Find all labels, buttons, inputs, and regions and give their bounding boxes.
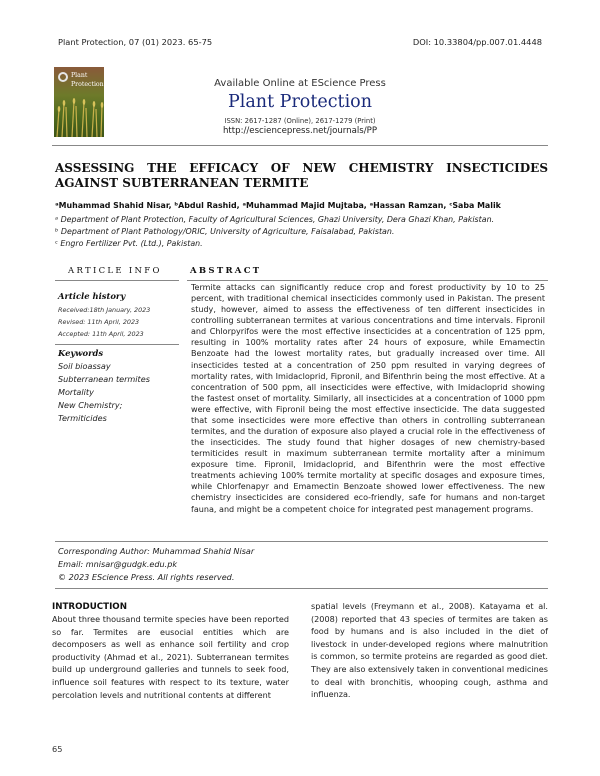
introduction-right-column: spatial levels (Freymann et al., 2008). Katayama et al. (2008) reported that 43 species of termites are taken as food by humans and is also included in the diet of livestock in under-developed regions where malnutrition is common, so termite proteins are regarded as good diet. They are also extensively taken in conventional medicines to deal with bronchitis, whooping cough, asthma and influenza. bbox=[311, 601, 548, 700]
introduction-heading: INTRODUCTION bbox=[52, 602, 127, 612]
copyright-notice: © 2023 EScience Press. All rights reserved. bbox=[58, 572, 235, 582]
article-info-divider bbox=[55, 280, 179, 281]
corresponding-author: Corresponding Author: Muhammad Shahid Nisar bbox=[58, 546, 255, 556]
abstract-bottom-divider bbox=[55, 541, 548, 542]
logo-text-line2: Protection bbox=[71, 81, 104, 88]
keyword-item: Mortality bbox=[58, 387, 94, 397]
journal-availability: Available Online at EScience Press bbox=[214, 78, 386, 89]
journal-title: Plant Protection bbox=[228, 92, 372, 112]
keyword-item: Soil bioassay bbox=[58, 361, 111, 371]
affiliation-a: ᵃ Department of Plant Protection, Faculty of Agricultural Sciences, Ghazi University, Dera Ghazi Khan, Pakistan. bbox=[55, 215, 495, 224]
correspondence-divider bbox=[55, 588, 548, 589]
keyword-item: Subterranean termites bbox=[58, 374, 150, 384]
corresponding-email[interactable]: Email: mnisar@gudgk.edu.pk bbox=[58, 559, 178, 569]
keyword-item: New Chemistry; bbox=[58, 400, 123, 410]
introduction-left-column: About three thousand termite species have been reported so far. Termites are eusocial entities which are decomposers as well as enhance soil fertility and crop productivity (Ahmad et al., 2021). Subterranean termites build up underground galleries and tunnels to seek food, influence soil features with respect to its texture, water percolation levels and nutritional contents at different bbox=[52, 614, 289, 700]
received-date: Received:18th January, 2023 bbox=[58, 306, 151, 314]
abstract-body: Termite attacks can significantly reduce crop and forest productivity by 10 to 25 percent, with traditional chemical insecticides commonly used in Pakistan. The present study, however, aimed to assess the effectiveness of ten different insecticides in controlling subterranean termites at various concentrations and time intervals. Fipronil and Chlorpyrifos were the most effective insecticides at a concentration of 125 ppm, resulting in 100% mortality rates after 24 hours of exposure, while Emamectin Benzoate had the lowest mortality rates, but gradually increased over time. All insecticides tested at a concentration of 250 ppm resulted in varying degrees of mortality rates, with Imidacloprid, Fipronil, and Bifenthrin being the most effective. At a concentration of 500 ppm, all insecticides were effective, with Imidacloprid showing the fastest onset of mortality. Similarly, all insecticides at a concentration of 1000 ppm were effective, with Fipronil being the most effective insecticide. The data suggested that some insecticides were more effective than others in controlling subterranean termites, and the duration of exposure also played a crucial role in the effectiveness of the insecticides. The study found that higher dosages of new chemistry-based termiticides result in maximum subterranean termite mortality after a minimum exposure time. Fipronil, Imidacloprid, and Bifenthrin were the most effective treatments achieving 100% termite mortality at specific dosages and exposure times, while Chlorfenapyr and Emamectin Benzoate showed lower effectiveness. The new chemistry insecticides are considered eco-friendly, safe for humans and non-target fauna, and might be a competent choice for integrated pest management programs. bbox=[191, 283, 545, 514]
affiliation-b: ᵇ Department of Plant Pathology/ORIC, University of Agriculture, Faisalabad, Pakistan. bbox=[55, 227, 395, 236]
revised-date: Revised: 11th April, 2023 bbox=[58, 318, 140, 326]
author-list: ᵃMuhammad Shahid Nisar, ᵇAbdul Rashid, ᵃMuhammad Majid Mujtaba, ᵃHassan Ramzan, ᶜSaba Malik bbox=[55, 201, 501, 210]
accepted-date: Accepted: 11th April, 2023 bbox=[58, 330, 144, 338]
keywords-divider bbox=[55, 344, 179, 345]
page-number: 65 bbox=[52, 744, 63, 754]
affiliation-c: ᶜ Engro Fertilizer Pvt. (Ltd.), Pakistan. bbox=[55, 239, 203, 248]
journal-issn: ISSN: 2617-1287 (Online), 2617-1279 (Print) bbox=[224, 117, 376, 125]
keywords-heading: Keywords bbox=[58, 348, 104, 358]
running-header-doi: DOI: 10.33804/pp.007.01.4448 bbox=[412, 37, 542, 47]
logo-text-line1: Plant bbox=[71, 72, 88, 79]
keyword-item: Termiticides bbox=[58, 413, 107, 423]
header-divider bbox=[52, 145, 548, 146]
abstract-heading: ABSTRACT bbox=[190, 266, 262, 276]
abstract-divider bbox=[187, 280, 548, 281]
article-history-heading: Article history bbox=[58, 291, 126, 301]
running-header-citation: Plant Protection, 07 (01) 2023. 65-75 bbox=[58, 37, 213, 47]
journal-url-link[interactable]: http://esciencepress.net/journals/PP bbox=[222, 126, 378, 136]
article-title: ASSESSING THE EFFICACY OF NEW CHEMISTRY INSECTICIDES AGAINST SUBTERRANEAN TERMITE bbox=[55, 161, 548, 190]
article-info-heading: ARTICLE INFO bbox=[68, 266, 162, 276]
